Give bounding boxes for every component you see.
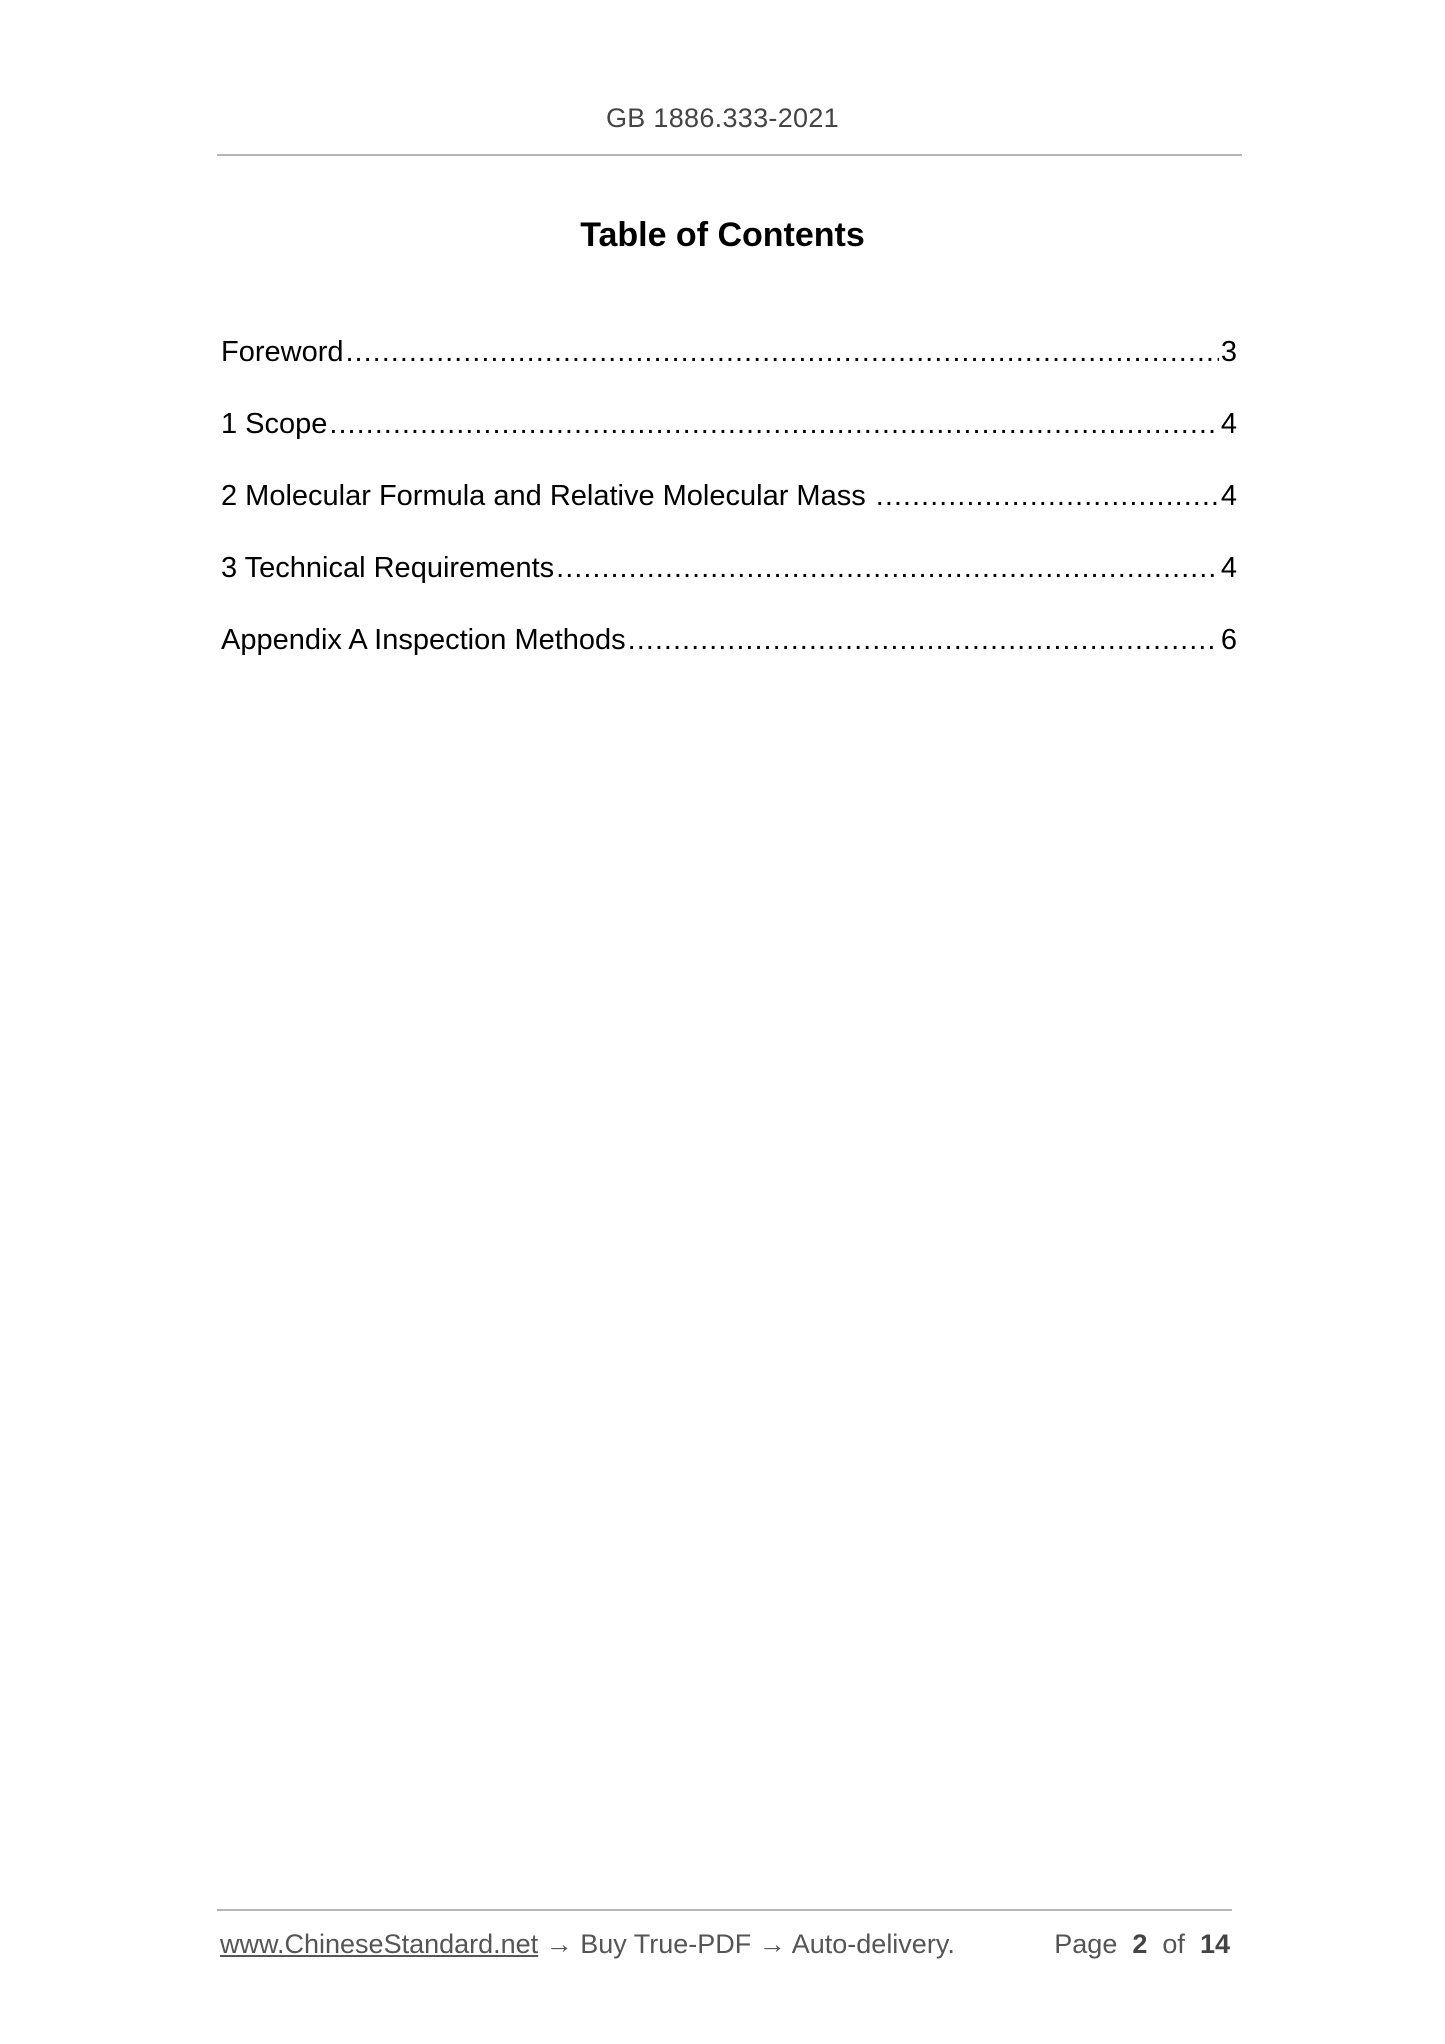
of-word: of [1162,1929,1185,1959]
header-standard-id: GB 1886.333-2021 [606,103,839,133]
toc-entry-page: 4 [1220,480,1237,512]
toc-entry-page: 6 [1220,624,1237,656]
toc-entry-label: Appendix A Inspection Methods [221,624,626,656]
toc-dot-leader [329,408,1218,441]
footer-tagline: → Buy True-PDF → Auto-delivery. [538,1929,955,1959]
toc-entry-label: 3 Technical Requirements [221,552,555,584]
toc-entry-page: 4 [1220,552,1237,584]
toc-entry-technical-requirements[interactable] [221,552,1237,624]
toc-entry-page: 4 [1220,408,1237,440]
page-total: 14 [1199,1929,1230,1959]
footer-divider [217,1909,1232,1911]
toc-entry-scope[interactable] [221,408,1237,480]
toc-entry-molecular-formula[interactable] [221,480,1237,552]
toc-dot-leader [346,336,1219,369]
page-number [1054,1929,1230,1960]
toc-dot-leader [556,552,1219,585]
page-word: Page [1054,1929,1118,1959]
toc-dot-leader [876,480,1219,513]
page-current: 2 [1132,1929,1148,1959]
toc-entry-page: 3 [1220,336,1237,368]
toc-entry-label: 1 Scope [221,408,328,440]
toc-list [221,336,1237,696]
site-link[interactable]: www.ChineseStandard.net [220,1929,539,1959]
toc-entry-label: Foreword [221,336,344,368]
toc-title: Table of Contents [580,216,865,254]
footer-promo [220,1929,955,1960]
toc-entry-appendix-a[interactable] [221,624,1237,696]
toc-dot-leader [628,624,1219,657]
toc-entry-foreword[interactable] [221,336,1237,408]
header-divider [217,154,1242,156]
toc-entry-label: 2 Molecular Formula and Relative Molecular Mass [221,480,874,512]
page-footer [220,1929,1230,1960]
